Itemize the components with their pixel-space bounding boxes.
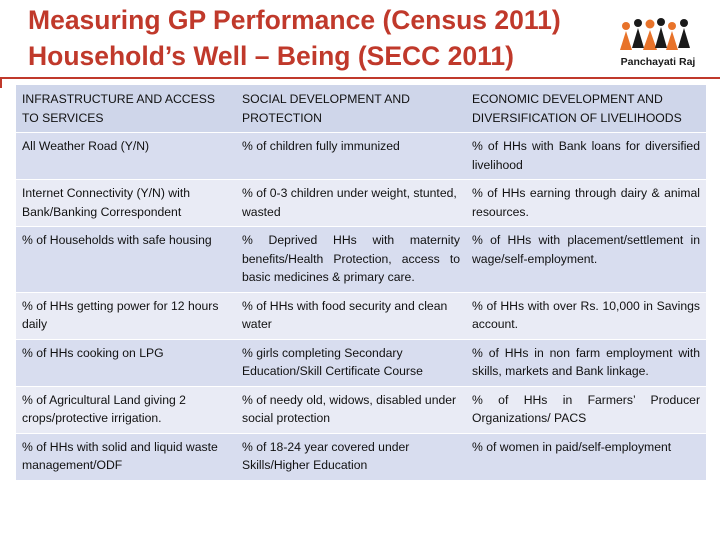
table-cell: % of Households with safe housing: [16, 227, 236, 293]
table-cell: % of women in paid/self-employment: [466, 433, 706, 480]
table-cell: Internet Connectivity (Y/N) with Bank/Banking Correspondent: [16, 180, 236, 227]
panchayati-raj-logo: [608, 14, 708, 72]
table-header-row: [16, 85, 706, 133]
table-cell: All Weather Road (Y/N): [16, 133, 236, 180]
title-divider: [0, 77, 720, 79]
table-cell: % girls completing Secondary Education/Skill Certificate Course: [236, 339, 466, 386]
table-row: [16, 133, 706, 180]
table-cell: % of HHs with Bank loans for diversified livelihood: [466, 133, 706, 180]
table-cell: % of HHs in non farm employment with skills, markets and Bank linkage.: [466, 339, 706, 386]
header-cell-social: SOCIAL DEVELOPMENT AND PROTECTION: [236, 85, 466, 133]
table-cell: % of HHs with over Rs. 10,000 in Savings account.: [466, 292, 706, 339]
table-cell: % of HHs cooking on LPG: [16, 339, 236, 386]
table-row: [16, 339, 706, 386]
table-row: [16, 227, 706, 293]
table-cell: % of children fully immunized: [236, 133, 466, 180]
table-row: [16, 386, 706, 433]
panchayati-raj-people-logo-icon: [608, 14, 708, 56]
table-cell: % of HHs with food security and clean water: [236, 292, 466, 339]
title-divider-tick: [0, 79, 2, 88]
table-cell: % of HHs getting power for 12 hours daily: [16, 292, 236, 339]
table-cell: % of 0-3 children under weight, stunted, wasted: [236, 180, 466, 227]
title-line-2: Household’s Well – Being (SECC 2011): [28, 41, 514, 71]
table-cell: % of HHs with placement/settlement in wage/self-employment.: [466, 227, 706, 293]
header-cell-economic: ECONOMIC DEVELOPMENT AND DIVERSIFICATION OF LIVELIHOODS: [466, 85, 706, 133]
table-cell: % of 18-24 year covered under Skills/Higher Education: [236, 433, 466, 480]
table-cell: % of HHs with solid and liquid waste management/ODF: [16, 433, 236, 480]
table-cell: % Deprived HHs with maternity benefits/Health Protection, access to basic medicines & primary care.: [236, 227, 466, 293]
logo-text: Panchayati Raj: [620, 56, 696, 68]
table-cell: % of needy old, widows, disabled under social protection: [236, 386, 466, 433]
table-row: [16, 433, 706, 480]
table-cell: % of Agricultural Land giving 2 crops/protective irrigation.: [16, 386, 236, 433]
indicator-table: [16, 84, 706, 480]
table-cell: % of HHs in Farmers’ Producer Organizations/ PACS: [466, 386, 706, 433]
table-cell: % of HHs earning through dairy & animal resources.: [466, 180, 706, 227]
header-cell-infrastructure: INFRASTRUCTURE AND ACCESS TO SERVICES: [16, 85, 236, 133]
table-row: [16, 292, 706, 339]
title-line-1: Measuring GP Performance (Census 2011): [28, 5, 561, 35]
table-row: [16, 180, 706, 227]
